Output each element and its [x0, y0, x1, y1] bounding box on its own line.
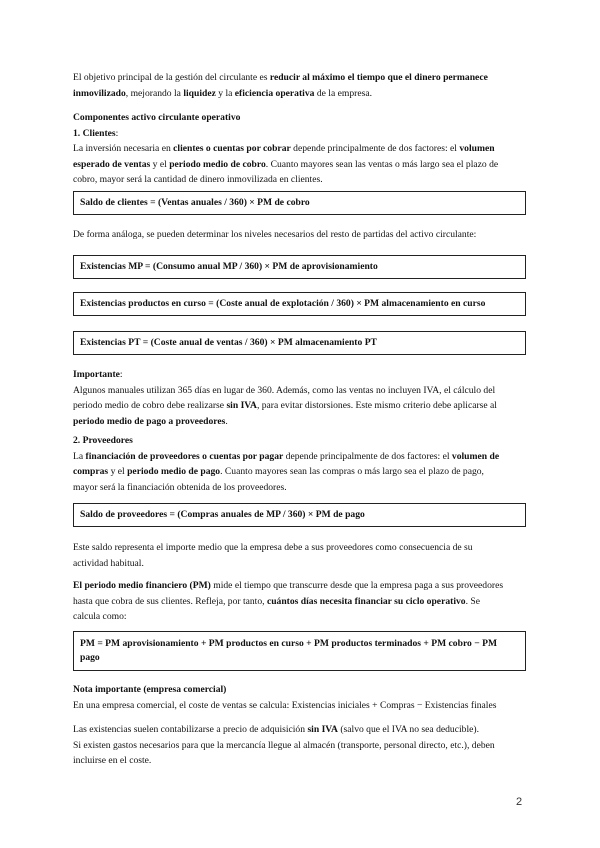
clientes-text: depende principalmente de dos factores: el	[290, 143, 460, 154]
existencias-text: incluirse en el coste.	[73, 755, 152, 766]
pmf-text: mide el tiempo que transcurre desde que la empresa paga a sus proveedores	[210, 580, 504, 591]
clientes-text: cobro, mayor será la cantidad de dinero inmovilizada en clientes.	[73, 174, 323, 185]
formula-box-clientes	[73, 191, 526, 215]
pmf-text: calcula como:	[73, 611, 127, 622]
importante-bold: sin IVA	[226, 400, 257, 411]
proveedores-bold: financiación de proveedores o cuentas por pagar	[85, 450, 284, 462]
importante-text: .	[225, 415, 228, 427]
formula-box-curso	[73, 292, 526, 316]
clientes-text: y el	[150, 158, 170, 170]
proveedores-text: depende principalmente de dos factores: el	[283, 450, 452, 462]
importante-heading: Importante	[73, 369, 120, 380]
pmf-text: . Se	[465, 595, 480, 607]
formula-box-proveedores	[73, 503, 526, 527]
page-number: 2	[516, 796, 523, 808]
formula-pt: Existencias PT = (Coste anual de ventas / 360) × PM almacenamiento PT	[80, 337, 377, 348]
proveedores-text: mayor será la financiación obtenida de los proveedores.	[73, 481, 287, 493]
existencias-text: Si existen gastos necesarios para que la mercancía llegue al almacén (transporte, personal directo, etc.), deben	[73, 739, 495, 751]
proveedores-bold: compras	[73, 466, 109, 477]
proveedores-bold: periodo medio de pago	[127, 466, 221, 477]
importante-bold: periodo medio de pago a proveedores	[73, 415, 226, 427]
nota-text: En una empresa comercial, el coste de ventas se calcula: Existencias iniciales + Compras − Existencias finales	[73, 699, 497, 711]
formula-pm: PM = PM aprovisionamiento + PM productos en curso + PM productos terminados + PM cobro − PM pago	[80, 638, 498, 663]
pmf-bold: El periodo medio financiero (PM)	[73, 580, 211, 591]
formula-mp: Existencias MP = (Consumo anual MP / 360) × PM de aprovisionamiento	[80, 261, 378, 272]
proveedores-text: . Cuanto mayores sean las compras o más largo sea el plazo de pago,	[220, 466, 484, 477]
clientes-text: La inversión necesaria en	[73, 143, 174, 154]
clientes-bold: volumen	[459, 143, 495, 154]
existencias-bold: sin IVA	[307, 724, 338, 735]
existencias-text: Las existencias suelen contabilizarse a precio de adquisición	[73, 724, 308, 735]
intro-bold: liquidez	[183, 87, 216, 99]
section-heading: Componentes activo circulante operativo	[73, 112, 241, 123]
nota-heading: Nota importante (empresa comercial)	[73, 684, 227, 695]
importante-text: periodo medio de cobro debe realizarse	[73, 400, 227, 411]
clientes-heading: 1. Clientes	[73, 127, 116, 139]
formula-clientes: Saldo de clientes = (Ventas anuales / 360) × PM de cobro	[80, 197, 310, 208]
intro-bold: reducir al máximo el tiempo que el dinero permanece	[269, 72, 488, 83]
clientes-bold: clientes o cuentas por cobrar	[173, 143, 291, 154]
proveedores-text: La	[73, 450, 86, 462]
formula-proveedores: Saldo de proveedores = (Compras anuales de MP / 360) × PM de pago	[80, 509, 365, 520]
clientes-bold: esperado de ventas	[73, 158, 151, 170]
importante-text: , para evitar distorsiones. Este mismo criterio debe aplicarse al	[256, 400, 497, 411]
importante-text: Algunos manuales utilizan 365 días en lugar de 360. Además, como las ventas no incluyen IVA, el cálculo del	[73, 384, 496, 396]
proveedores-section	[73, 433, 528, 495]
intro-bold: eficiencia operativa	[234, 87, 315, 99]
analoga-text: De forma análoga, se pueden determinar los niveles necesarios del resto de partidas del activo circulante:	[73, 229, 477, 240]
intro-text: , mejorando la	[125, 87, 184, 99]
existencias-text: (salvo que el IVA no sea deducible).	[337, 724, 479, 735]
clientes-section	[73, 110, 528, 188]
saldo-text: actividad habitual.	[73, 557, 144, 569]
punctuation: :	[119, 369, 123, 380]
intro-bold: inmovilizado	[73, 87, 126, 99]
clientes-bold: periodo medio de cobro	[169, 158, 266, 170]
formula-box-pm	[73, 631, 526, 671]
pmf-paragraph	[73, 578, 528, 625]
formula-box-pt	[73, 331, 526, 355]
clientes-text: . Cuanto mayores sean las ventas o más largo sea el plazo de	[265, 158, 499, 170]
formula-curso: Existencias productos en curso = (Coste anual de explotación / 360) × PM almacenamiento en curso	[80, 298, 486, 309]
intro-text: de la empresa.	[314, 87, 372, 99]
nota-section	[73, 682, 528, 713]
analoga-paragraph	[73, 227, 528, 243]
intro-text: El objetivo principal de la gestión del circulante es	[73, 72, 270, 83]
proveedores-bold: volumen de	[451, 450, 500, 462]
formula-box-mp	[73, 255, 526, 279]
existencias-paragraph	[73, 722, 528, 769]
pmf-text: hasta que cobra de sus clientes. Refleja, por tanto,	[73, 595, 267, 607]
importante-section	[73, 367, 528, 429]
intro-paragraph	[73, 70, 528, 101]
proveedores-heading: 2. Proveedores	[73, 435, 133, 446]
punctuation: :	[115, 127, 119, 139]
proveedores-text: y el	[108, 466, 128, 477]
saldo-paragraph	[73, 540, 528, 571]
intro-text: y la	[215, 87, 235, 99]
saldo-text: Este saldo representa el importe medio que la empresa debe a sus proveedores como consecuencia de su	[73, 542, 473, 553]
pmf-bold: cuántos días necesita financiar su ciclo operativo	[266, 595, 466, 607]
